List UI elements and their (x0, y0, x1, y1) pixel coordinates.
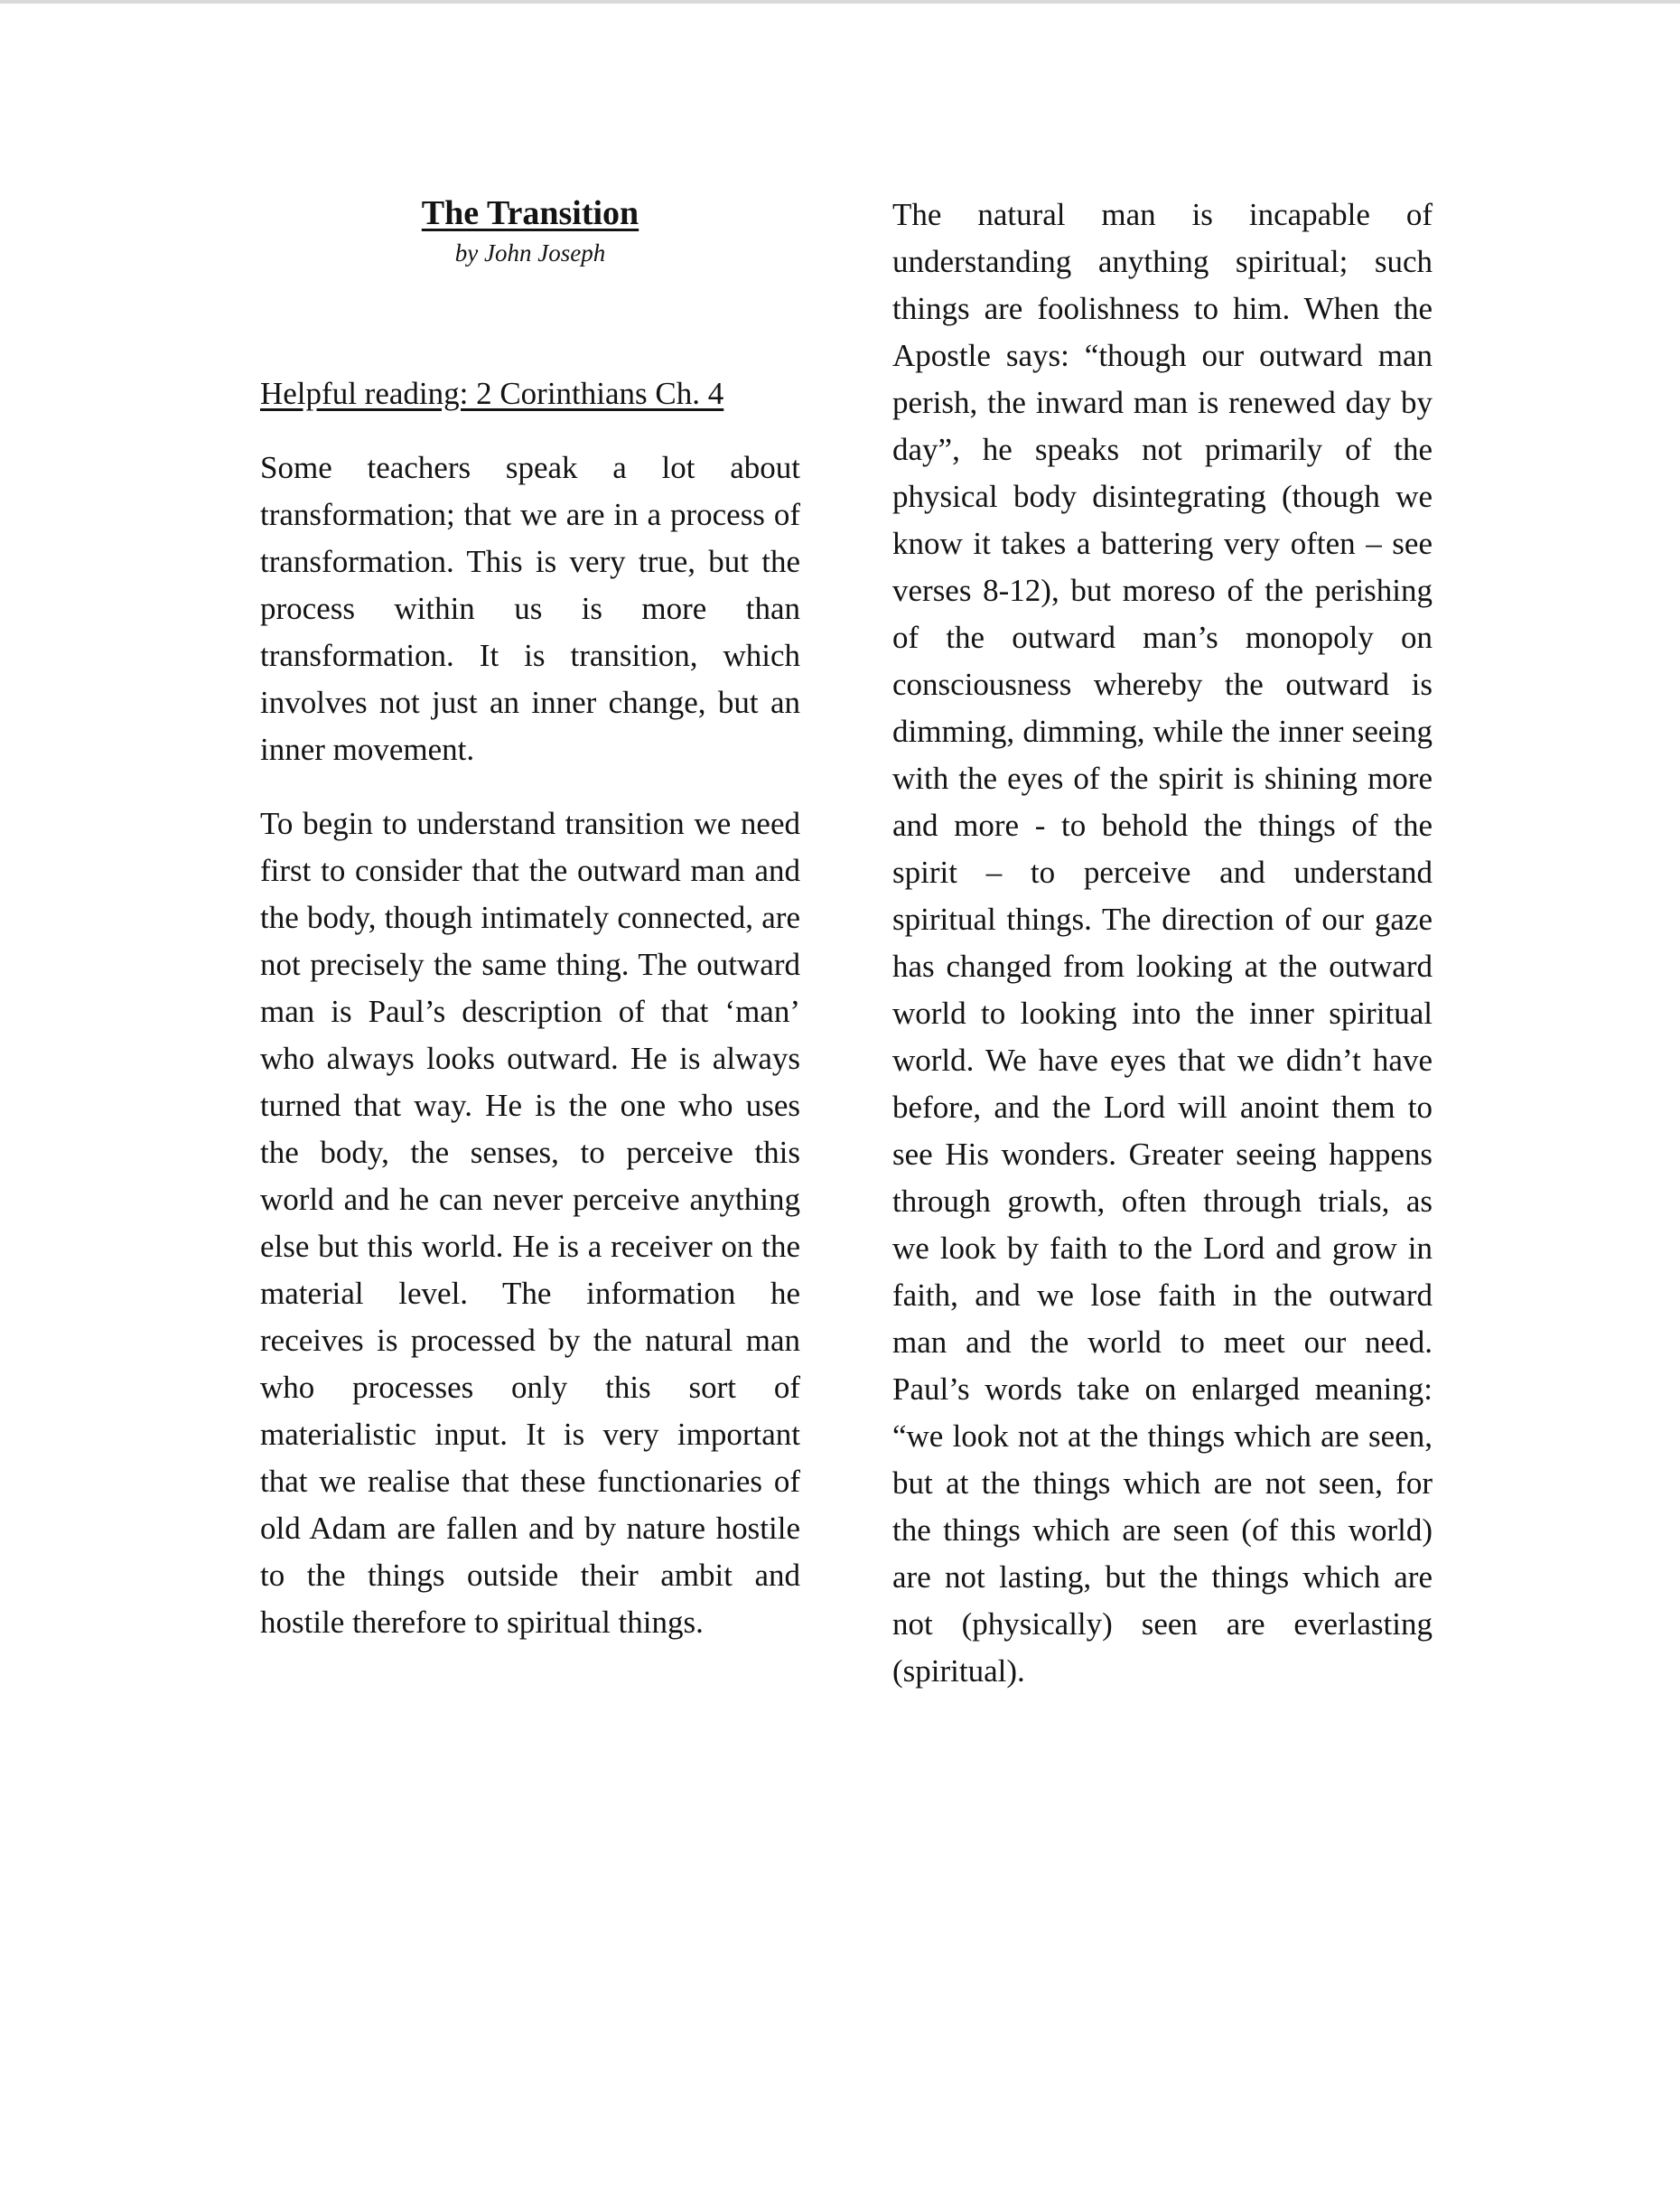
left-column (260, 192, 800, 1646)
right-column (892, 192, 1433, 1695)
paragraph-3: The natural man is incapable of understanding anything spiritual; such things are foolishness to him. When the Apostle says: “though our outward man perish, the inward man is renewed day by day”, he speaks not primarily of the physical body disintegrating (though we know it takes a battering very often – see verses 8-12), but moreso of the perishing of the outward man’s monopoly on consciousness whereby the outward is dimming, dimming, while the inner seeing with the eyes of the spirit is shining more and more - to behold the things of the spirit – to perceive and understand spiritual things. The direction of our gaze has changed from looking at the outward world to looking into the inner spiritual world. We have eyes that we didn’t have before, and the Lord will anoint them to see His wonders. Greater seeing happens through growth, often through trials, as we look by faith to the Lord and grow in faith, and we lose faith in the outward man and the world to meet our need. Paul’s words take on enlarged meaning: “we look not at the things which are seen, but at the things which are not seen, for the things which are seen (of this world) are not lasting, but the things which are not (physically) seen are everlasting (spiritual). (892, 197, 1433, 1689)
page-top-border (0, 0, 1680, 4)
paragraph-1: Some teachers speak a lot about transformation; that we are in a process of transformation. This is very true, but the process within us is more than transformation. It is transition, which involves not just an inner change, but an inner movement. (260, 450, 800, 767)
article-byline: by John Joseph (454, 239, 606, 267)
paragraph-2: To begin to understand transition we need first to consider that the outward man and the body, though intimately connected, are not precisely the same thing. The outward man is Paul’s description of that ‘man’ who always looks outward. He is always turned that way. He is the one who uses the body, the senses, to perceive this world and he can never perceive anything else but this world. He is a receiver on the material level. The information he receives is processed by the natural man who processes only this sort of materialistic input. It is very important that we realise that these functionaries of old Adam are fallen and by nature hostile to the things outside their ambit and hostile therefore to spiritual things. (260, 806, 800, 1640)
helpful-reading: Helpful reading: 2 Corinthians Ch. 4 (260, 376, 724, 411)
article-title: The Transition (421, 194, 639, 232)
